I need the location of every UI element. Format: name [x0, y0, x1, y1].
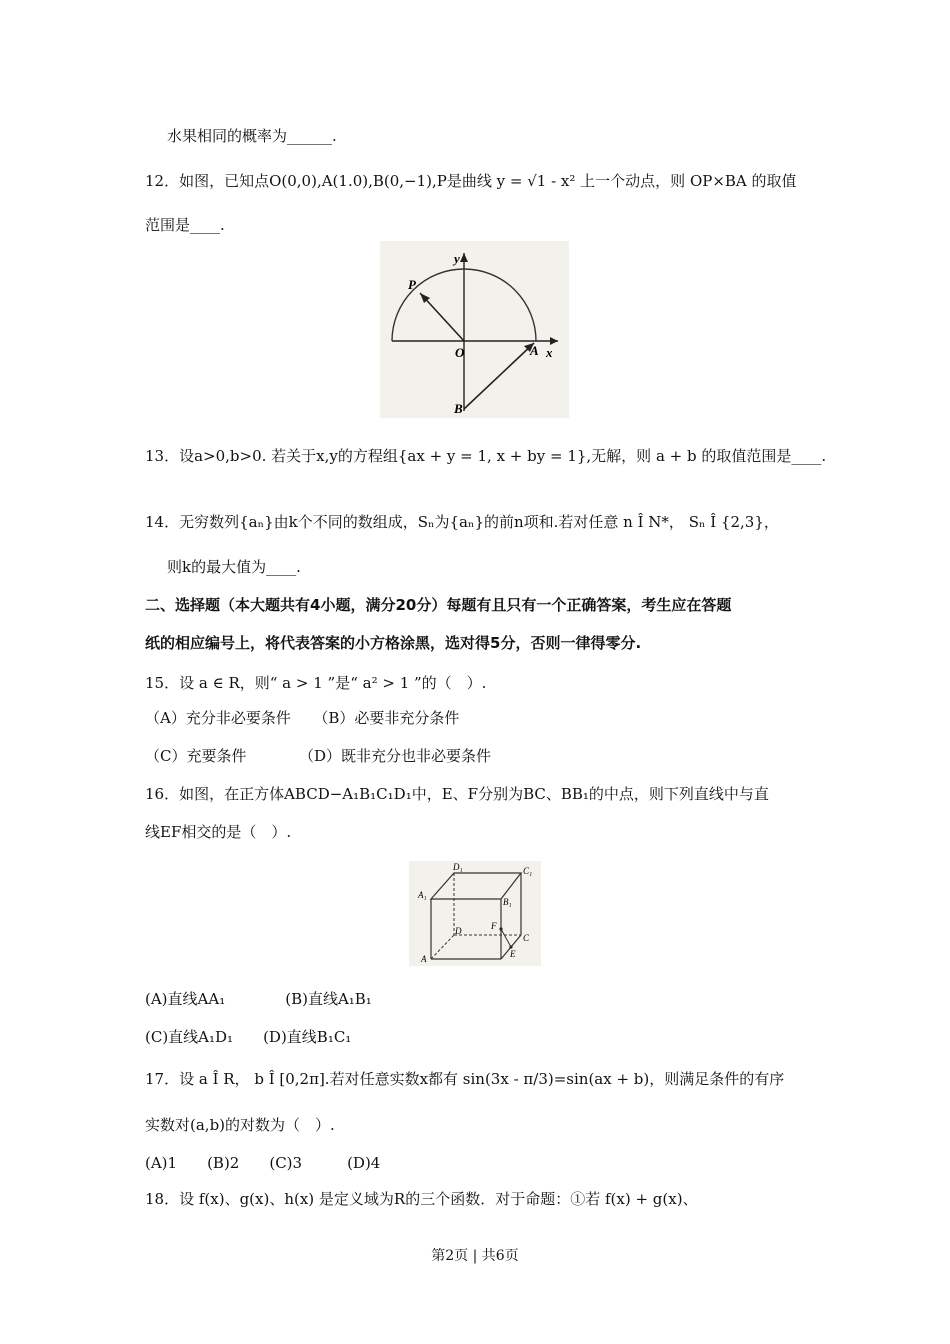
question-13: 13．设a>0,b>0. 若关于x,y的方程组{ax + y = 1, x + by = 1},无解，则 a + b 的取值范围是____. [145, 447, 827, 465]
question-18: 18．设 f(x)、g(x)、h(x) 是定义域为R的三个函数．对于命题：①若 f(x) + g(x)、 [145, 1190, 698, 1208]
label-d: D [455, 926, 462, 936]
section-heading: 纸的相应编号上，将代表答案的小方格涂黑，选对得5分，否则一律得零分. [145, 634, 642, 652]
page-footer: 第2页 | 共6页 [431, 1248, 519, 1264]
label-a1: A₁ [418, 890, 427, 900]
cube-figure [409, 861, 541, 966]
text-line: 线EF相交的是（ ）. [145, 823, 292, 841]
label-y: y [454, 251, 460, 266]
choices: （A）充分非必要条件 （B）必要非充分条件 [145, 709, 460, 727]
label-e: E [510, 949, 516, 959]
label-a: A [421, 954, 427, 964]
choices: （C）充要条件 （D）既非充分也非必要条件 [145, 747, 492, 765]
label-a: A [530, 343, 539, 358]
question-16: 16．如图，在正方体ABCD−A₁B₁C₁D₁中，E、F分别为BC、BB₁的中点，则下列直线中与直 [145, 785, 769, 803]
label-p: P [408, 277, 416, 292]
label-b1: B₁ [503, 897, 512, 907]
question-17: 17．设 a Î R， b Î [0,2π].若对任意实数x都有 sin(3x - π/3)=sin(ax + b)，则满足条件的有序 [145, 1070, 785, 1088]
label-f: F [491, 921, 497, 931]
label-d1: D₁ [453, 862, 463, 872]
choices: (A)1 (B)2 (C)3 (D)4 [145, 1154, 381, 1172]
question-14: 14．无穷数列{aₙ}由k个不同的数组成，Sₙ为{aₙ}的前n项和.若对任意 n Î N*， Sₙ Î {2,3}， [145, 513, 779, 531]
label-o: O [455, 345, 465, 360]
question-12: 12．如图，已知点O(0,0),A(1.0),B(0,−1),P是曲线 y = √1 - x² 上一个动点，则 OP×BA 的取值 [145, 172, 797, 190]
text-line: 则k的最大值为____. [167, 558, 301, 576]
label-c: C [523, 933, 530, 943]
text-line: 水果相同的概率为______. [167, 127, 337, 145]
label-b: B [454, 401, 463, 416]
question-15: 15．设 a ∈ R，则“ a > 1 ”是“ a² > 1 ”的（ ）. [145, 674, 487, 692]
label-x: x [546, 345, 553, 360]
section-heading: 二、选择题（本大题共有4小题，满分20分）每题有且只有一个正确答案，考生应在答题 [145, 596, 732, 614]
semicircle-figure [380, 241, 569, 418]
choices: (A)直线AA₁ (B)直线A₁B₁ [145, 990, 372, 1008]
label-c1: C₁ [523, 866, 533, 876]
text-line: 实数对(a,b)的对数为（ ）. [145, 1116, 335, 1134]
choices: (C)直线A₁D₁ (D)直线B₁C₁ [145, 1028, 352, 1046]
text-line: 范围是____. [145, 216, 225, 234]
